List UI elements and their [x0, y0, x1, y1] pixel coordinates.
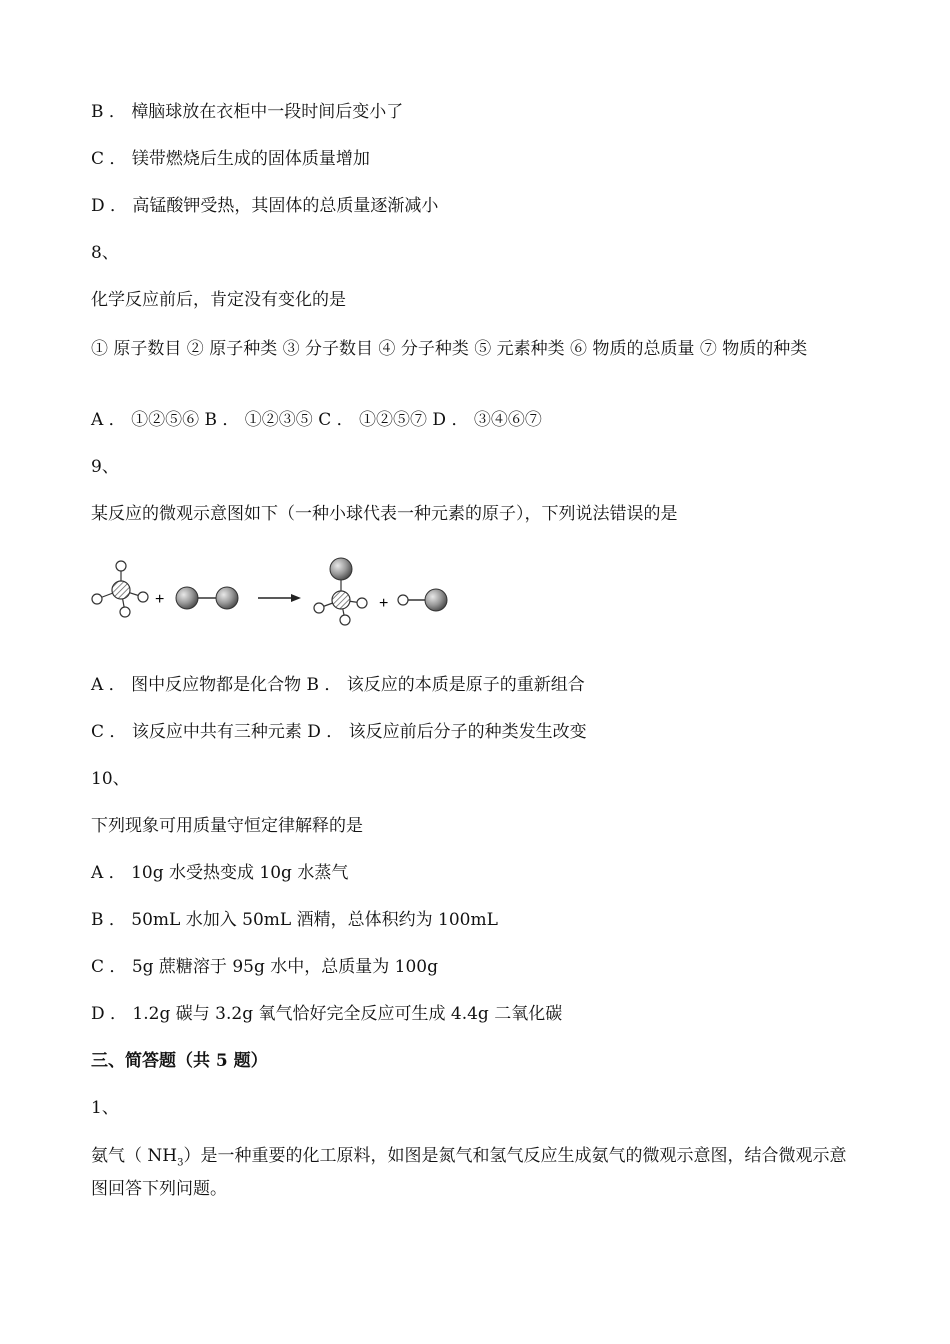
q7-option-d: D ． 高锰酸钾受热，其固体的总质量逐渐减小: [91, 196, 439, 216]
small-atom: [340, 615, 350, 625]
gray-atom: [176, 587, 198, 609]
reaction-arrow: [258, 594, 301, 602]
small-atom: [398, 595, 408, 605]
reactant-molecule-2: [176, 587, 238, 609]
q8-stem: 化学反应前后，肯定没有变化的是: [91, 290, 346, 310]
q9-number: 9、: [91, 457, 119, 477]
q8-items: ① 原子数目 ② 原子种类 ③ 分子数目 ④ 分子种类 ⑤ 元素种类 ⑥ 物质的总质量 ⑦ 物质的种类: [91, 339, 808, 359]
section-title: 三、简答题（共 5 题）: [91, 1051, 268, 1071]
q8-options: A ． ①②⑤⑥ B ． ①②③⑤ C ． ①②⑤⑦ D ． ③④⑥⑦: [91, 410, 542, 430]
small-atom: [120, 607, 130, 617]
hatched-atom: [332, 591, 350, 609]
reactant-molecule-1: [92, 561, 148, 617]
q10-option-d: D ． 1.2g 碳与 3.2g 氧气恰好完全反应可生成 4.4g 二氧化碳: [91, 1004, 563, 1024]
gray-atom: [216, 587, 238, 609]
small-atom: [357, 598, 367, 608]
product-molecule-1: [314, 558, 367, 625]
small-atom: [314, 603, 324, 613]
gray-atom: [425, 589, 447, 611]
reaction-diagram: [85, 552, 465, 632]
plus-sign: +: [155, 591, 165, 608]
small-atom: [116, 561, 126, 571]
q10-number: 10、: [91, 769, 130, 789]
s3q1-number: 1、: [91, 1098, 119, 1118]
s3q1-stem-part2: ）是一种重要的化工原料，如图是氮气和氢气反应生成氨气的微观示意图，结合微观示意图回答下列问题。: [91, 1146, 847, 1200]
hatched-atom: [112, 581, 130, 599]
s3q1-stem: [91, 1143, 861, 1202]
s3q1-stem-part1: 氨气（ NH: [91, 1146, 178, 1166]
q9-options-cd: C ． 该反应中共有三种元素 D ． 该反应前后分子的种类发生改变: [91, 722, 587, 742]
q9-stem: 某反应的微观示意图如下（一种小球代表一种元素的原子），下列说法错误的是: [91, 504, 678, 524]
s3q1-stem-subscript: 3: [177, 1157, 184, 1169]
product-molecule-2: [398, 589, 447, 611]
q10-option-b: B ． 50mL 水加入 50mL 酒精，总体积约为 100mL: [91, 910, 498, 930]
q7-option-c: C ． 镁带燃烧后生成的固体质量增加: [91, 149, 370, 169]
q10-stem: 下列现象可用质量守恒定律解释的是: [91, 816, 363, 836]
q9-options-ab: A ． 图中反应物都是化合物 B ． 该反应的本质是原子的重新组合: [91, 675, 585, 695]
q10-option-a: A ． 10g 水受热变成 10g 水蒸气: [91, 863, 349, 883]
q7-option-b: B ． 樟脑球放在衣柜中一段时间后变小了: [91, 102, 404, 122]
small-atom: [92, 594, 102, 604]
q10-option-c: C ． 5g 蔗糖溶于 95g 水中，总质量为 100g: [91, 957, 438, 977]
small-atom: [138, 592, 148, 602]
q8-number: 8、: [91, 243, 119, 263]
gray-atom: [330, 558, 352, 580]
plus-sign: +: [379, 595, 389, 612]
